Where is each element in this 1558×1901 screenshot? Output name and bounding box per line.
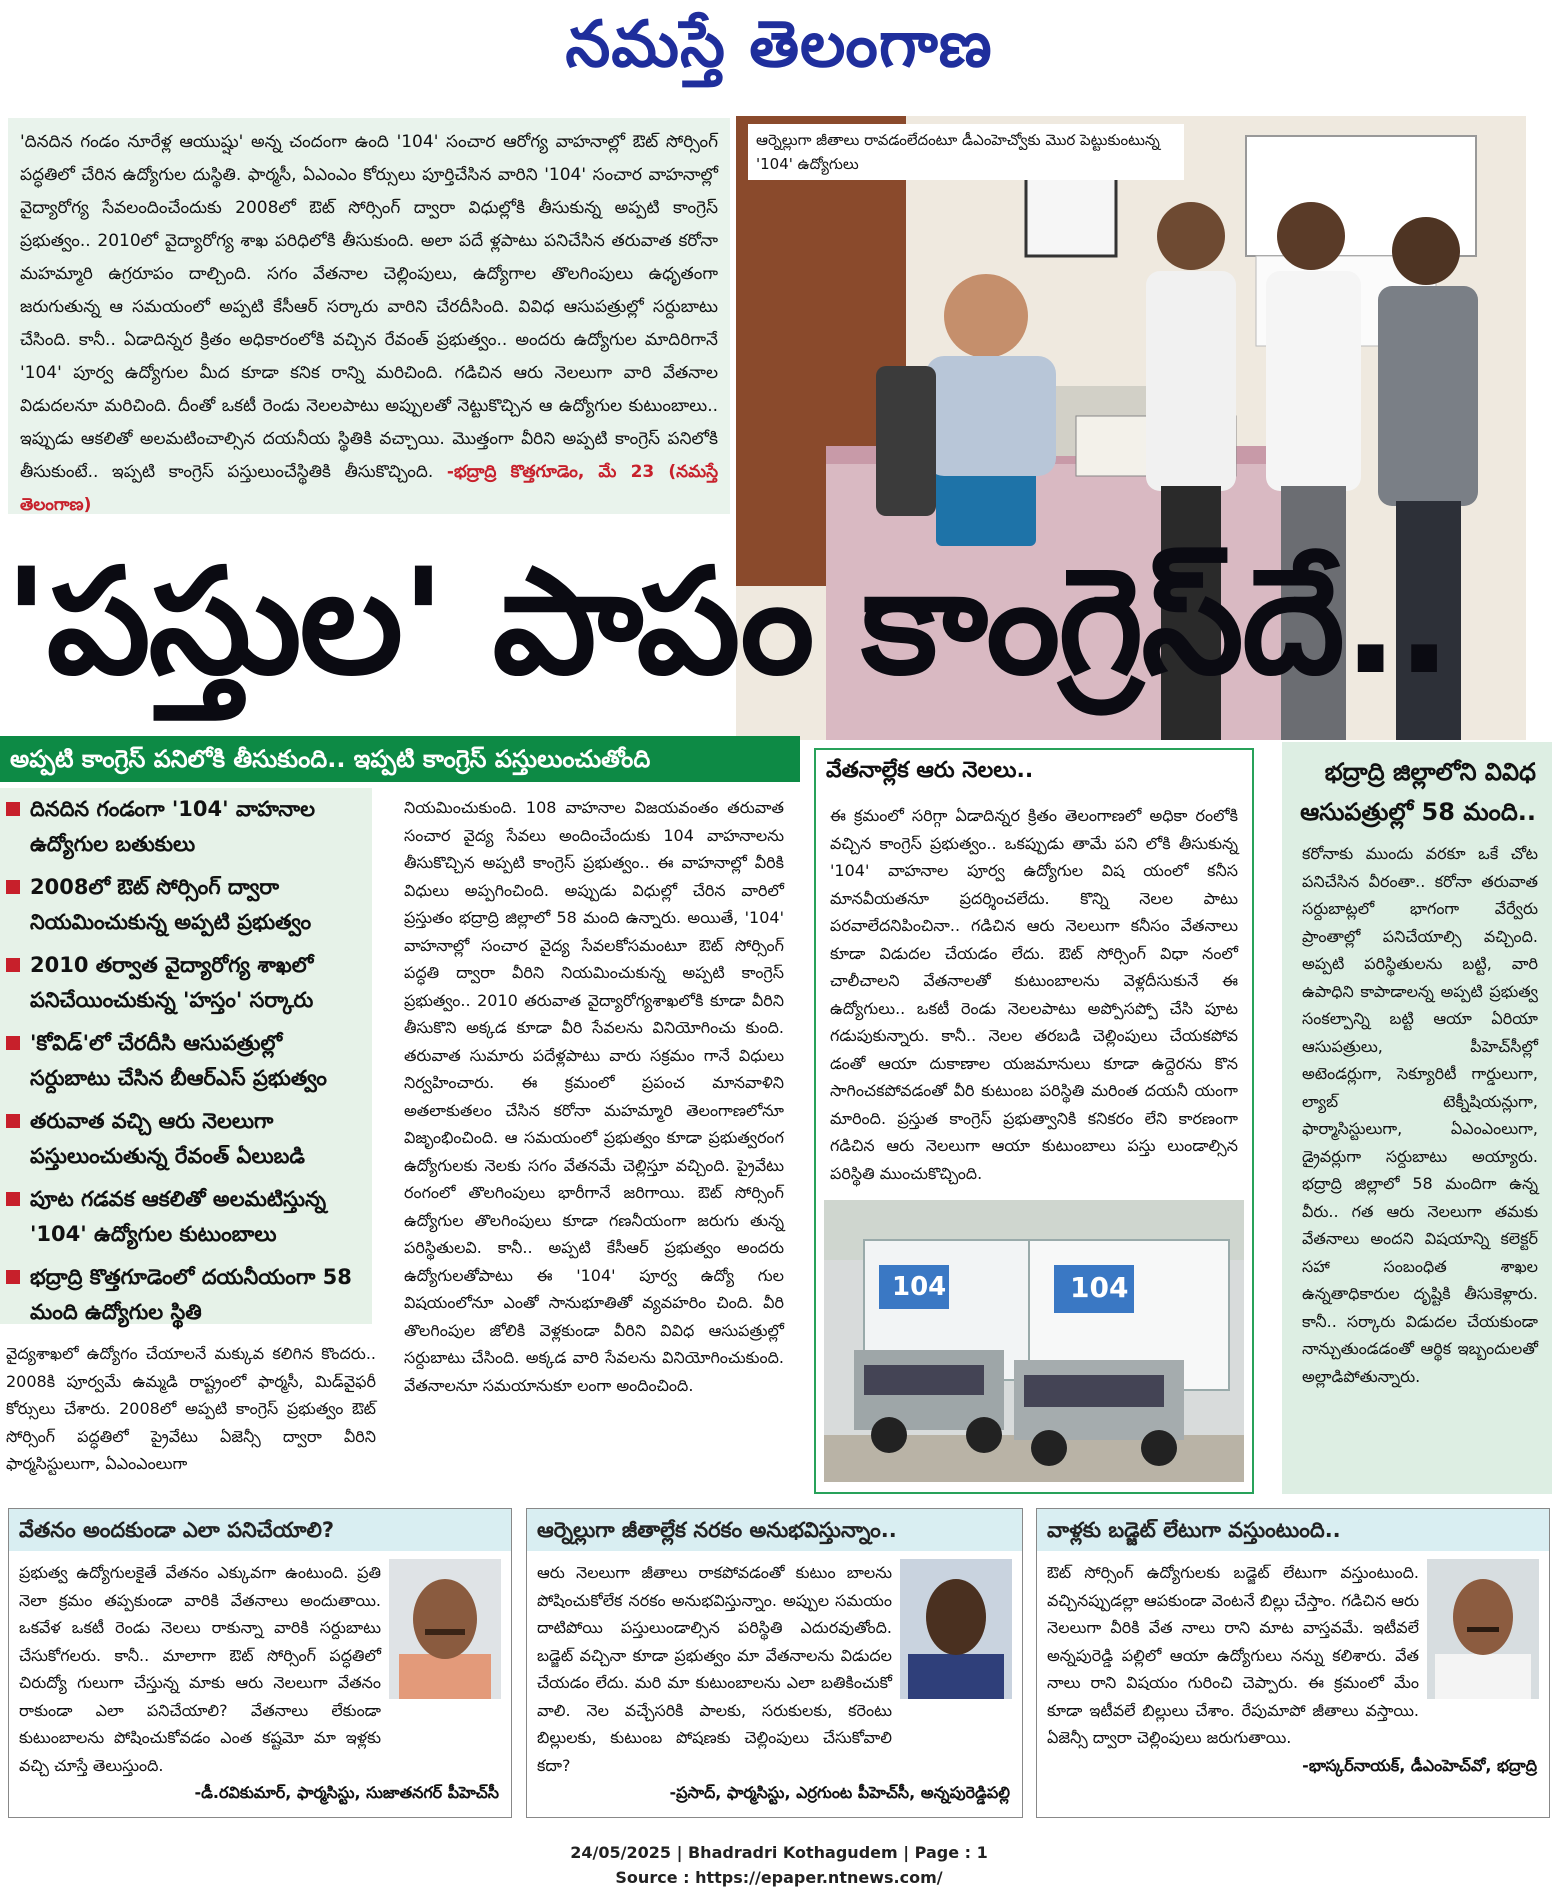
bullet-text: 2010 తర్వాత వైద్యారోగ్య శాఖలో పనిచేయించుకున్న 'హస్తం' సర్కారు: [30, 953, 314, 1012]
right-heading: భద్రాద్రి జిల్లాలోని వివిధ ఆసుపత్రుల్లో 58 మంది..: [1300, 758, 1536, 826]
second-column-paragraph: నియమించుకుంది. 108 వాహనాల విజయవంతం తరువాత సంచార వైద్య సేవలు అందించేందుకు 104 వాహనాలను తీసుకొచ్చిన అప్పటి కాంగ్రెస్ ప్రభుత్వం.. ఈ వాహనాల్లో వీరికి విధులు అప్పగించింది. అప్పుడు విధుల్లో చేరిన వారిలో ప్రస్తుతం భద్రాద్రి జిల్లాలో 58 మంది ఉన్నారు. అయితే, '104' వాహనాల్లో సంచార వైద్య సేవలకోసమంటూ ఔట్ సోర్సింగ్ పద్ధతి ద్వారా వీరిని నియమించుకున్న అప్పటి కాంగ్రెస్ ప్రభుత్వం.. 2010 తరువాత వైద్యారోగ్యశాఖలోకి కూడా వీరిని తీసుకొని అక్కడ కూడా వీరి సేవలను వినియోగించు కుంది. తరువాత సుమారు పదేళ్లపాటు వారు సక్రమం గానే విధులు నిర్వహించారు. ఈ క్రమంలో ప్రపంచ మానవాళిని అతలాకుతలం చేసిన కరోనా మహమ్మారి తెలంగాణలోనూ విజృంభించింది. ఆ సమయంలో ప్రభుత్వం కూడా ప్రభుత్వరంగ ఉద్యోగులకు నెలకు సగం వేతనమే చెల్లిస్తూ వచ్చింది. ప్రైవేటు రంగంలో తొలగింపులు భారీగానే జరిగాయి. ఔట్ సోర్సింగ్ ఉద్యోగుల తొలగింపులు కూడా గణనీయంగా జరుగు తున్న పరిస్థితులవి. కానీ.. అప్పటి కేసీఆర్ ప్రభుత్వం అందరు ఉద్యోగులతోపాటు ఈ '104' పూర్వ ఉద్యో గుల విషయంలోనూ ఎంతో సానుభూతితో వ్యవహరిం చింది. వీరి తొలగింపుల జోలికి వెళ్లకుండా వీరిని వివిధ ఆసుపత్రుల్లో సర్దుబాటు చేసింది. అక్కడ వారి సేవలను వినియోగించుకుంది. వేతనాలనూ సమయానుకూ లంగా అందించింది.: [404, 798, 784, 1395]
quote-heading: ఆర్నెల్లుగా జీతాల్లేక నరకం అనుభవిస్తున్నాం..: [527, 1509, 1022, 1551]
left-column-paragraph: వైద్యశాఖలో ఉద్యోగం చేయాలనే మక్కువ కలిగిన కొందరు.. 2008కి పూర్వమే ఉమ్మడి రాష్ట్రంలో ఫార్మసీ, మిడ్‌వైఫరీ కోర్సులు చేశారు. 2008లో అప్పటి కాంగ్రెస్ ప్రభుత్వం ఔట్ సోర్సింగ్ పద్ధతిలో ప్రైవేటు ఏజెన్సీ ద్వారా వీరిని ఫార్మసిస్టులుగా, ఏఎంఎంలుగా: [6, 1344, 376, 1473]
bullet-text: 'కోవిడ్'లో చేరదీసి ఆసుపత్రుల్లో సర్దుబాటు చేసిన బీఆర్ఎస్ ప్రభుత్వం: [30, 1031, 327, 1090]
masthead-title: నమస్తే తెలంగాణ: [565, 8, 993, 82]
truck-illustration: [824, 1200, 1244, 1482]
quote-heading: వాళ్లకు బడ్జెట్ లేటుగా వస్తుంటుంది..: [1037, 1509, 1549, 1551]
intro-block: [8, 118, 730, 514]
footer-date-edition: 24/05/2025 | Bhadradri Kothagudem | Page : 1: [570, 1843, 988, 1862]
quote-heading: వేతనం అందకుండా ఎలా పనిచేయాలి?: [9, 1509, 511, 1551]
portrait-bhaskarnayak: [1427, 1559, 1539, 1699]
list-item: [0, 1100, 372, 1178]
intro-byline: -భద్రాద్రి కొత్తగూడెం, మే 23 (నమస్తే తెలంగాణ): [20, 462, 719, 515]
bullet-square-icon: [6, 1036, 20, 1050]
footer-source: Source : https://epaper.ntnews.com/: [615, 1868, 943, 1887]
portrait-illustration: [900, 1559, 1012, 1699]
bullet-text: తరువాత వచ్చి ఆరు నెలలుగా పస్తులుంచుతున్న రేవంత్ ఏలుబడి: [30, 1109, 305, 1168]
headline: 'పస్తుల' పాపం కాంగ్రెస్‌దే..: [4, 537, 1450, 707]
highlights-list: [0, 788, 372, 1324]
quote-box-bhaskarnayak: [1036, 1508, 1550, 1818]
quote-signature: -భాస్కర్‌నాయక్, డీఎంహెచ్‌వో, భద్రాద్రి: [1302, 1755, 1537, 1775]
quote-signature: -డీ.రవికుమార్, ఫార్మసిస్టు, సుజాతనగర్ పీహెచ్‌సీ: [194, 1783, 499, 1802]
sub-banner: అప్పటి కాంగ్రెస్ పనిలోకి తీసుకుంది.. ఇప్పటి కాంగ్రెస్ పస్తులుంచుతోంది: [0, 736, 800, 782]
quote-text: ప్రభుత్వ ఉద్యోగులకైతే వేతనం ఎక్కువగా ఉంటుంది. ప్రతి నెలా క్రమం తప్పకుండా వారికి వేతనాలు అందుతాయి. ఒకవేళ ఒకటీ రెండు నెలలు రాకున్నా వారికి సర్దుబాటు చేసుకోగలరు. కానీ.. మాలాగా ఔట్ సోర్సింగ్ పద్ధతిలో చిరుద్యో గులుగా చేస్తున్న మాకు ఆరు నెలలుగా వేతనం రాకుండా ఎలా పనిచేయాలి? వేతనాలు లేకుండా కుటుంబాలను పోషించుకోవడం ఎంత కష్టమో మా ఇళ్లకు వచ్చి చూస్తే తెలుస్తుంది.: [19, 1563, 381, 1775]
quote-text: ఔట్ సోర్సింగ్ ఉద్యోగులకు బడ్జెట్ లేటుగా వస్తుంటుంది. వచ్చినప్పుడల్లా ఆపకుండా వెంటనే బిల్లు చేస్తాం. గడిచిన ఆరు నెలలుగా వీరికి వేత నాలు రాని మాట వాస్తవమే. ఇటీవలే అన్నపురెడ్డి పల్లిలో ఆయా ఉద్యోగులు నన్ను కలిశారు. వేత నాలు రాని విషయం గురించి చెప్పారు. ఈ క్రమంలో మేం కూడా ఇటీవలే బిల్లులు చేశాం. రేపుమాపో జీతాలు వస్తాయి. ఏజెన్సీ ద్వారా చెల్లింపులు జరుగుతాయి.: [1047, 1563, 1419, 1747]
bullet-square-icon: [6, 1192, 20, 1206]
bullet-text: పూట గడవక ఆకలితో అలమటిస్తున్న '104' ఉద్యోగుల కుటుంబాలు: [30, 1187, 327, 1246]
portrait-illustration: [389, 1559, 501, 1699]
masthead: [0, 0, 1558, 96]
quote-box-prasad: [526, 1508, 1023, 1818]
center-heading: వేతనాల్లేక ఆరు నెలలు..: [826, 758, 1034, 783]
bullet-square-icon: [6, 802, 20, 816]
intro-paragraph: [20, 126, 718, 522]
bullet-square-icon: [6, 1270, 20, 1284]
quote-signature: -ప్రసాద్, ఫార్మసిస్టు, ఎర్రగుంట పీహెచ్‌సీ, అన్నపురెడ్డిపల్లి: [669, 1783, 1010, 1802]
list-item: [0, 866, 372, 944]
quote-text: ఆరు నెలలుగా జీతాలు రాకపోవడంతో కుటుం బాలను పోషించుకోలేక నరకం అనుభవిస్తున్నాం. అప్పుల సమయం దాటిపోయి పస్తులుండాల్సిన పరిస్థితి ఎదురవుతోంది. బడ్జెట్ వచ్చినా కూడా ప్రభుత్వం మా వేతనాలను విడుదల చేయడం లేదు. మరి మా కుటుంబాలను ఎలా బతికించుకో వాలి. నెల వచ్చేసరికి పాలకు, సరుకులకు, కరెంటు బిల్లులకు, కుటుంబ పోషణకు చెల్లింపులు చేసుకోవాలి కదా?: [537, 1563, 892, 1775]
intro-body: 'దినదిన గండం నూరేళ్ల ఆయుష్షు' అన్న చందంగా ఉంది '104' సంచార ఆరోగ్య వాహనాల్లో ఔట్ సోర్సింగ్ పద్ధతిలో చేరిన ఉద్యోగుల దుస్థితి. ఫార్మసీ, ఏఎంఎం కోర్సులు పూర్తిచేసిన వారిని '104' సంచార వాహనాల్లో వైద్యారోగ్య సేవలందించేందుకు 2008లో ఔట్ సోర్సింగ్ ద్వారా విధుల్లోకి తీసుకున్న అప్పటి కాంగ్రెస్ ప్రభుత్వం.. 2010లో వైద్యారోగ్య శాఖ పరిధిలోకి తీసుకుంది. అలా పదే ళ్లపాటు పనిచేసిన తరువాత కరోనా మహమ్మారి ఉగ్రరూపం దాల్చింది. సగం వేతనాల చెల్లింపులు, ఉద్యోగాల తొలగింపులు ఉధృతంగా జరుగుతున్న ఆ సమయంలో అప్పటి కేసీఆర్ సర్కారు వారిని చేరదీసింది. వివిధ ఆసుపత్రుల్లో సర్దుబాటు చేసింది. కానీ.. ఏడాదిన్నర క్రితం అధికారంలోకి వచ్చిన రేవంత్ ప్రభుత్వం.. అందరు ఉద్యోగుల మాదిరిగానే '104' పూర్వ ఉద్యోగుల మీద కూడా కనిక రాన్ని మరిచింది. గడిచిన ఆరు నెలలుగా వారి వేతనాల విడుదలనూ మరిచింది. దీంతో ఒకటీ రెండు నెలలపాటు అప్పులతో నెట్టుకొచ్చిన ఆ ఉద్యోగుల కుటుంబాలు.. ఇప్పుడు ఆకలితో అలమటించాల్సిన దయనీయ స్థితికి వచ్చాయి. మొత్తంగా వీరిని అప్పటి కాంగ్రెస్ పనిలోకి తీసుకుంటే.. ఇప్పటి కాంగ్రెస్ పస్తులుంచేస్థితికి తీసుకొచ్చింది.: [20, 132, 718, 482]
quote-box-ravikumar: [8, 1508, 512, 1818]
portrait-illustration: [1427, 1559, 1539, 1699]
photo-caption: ఆర్నెల్లుగా జీతాలు రావడంలేదంటూ డీఎంహెచ్వోకు మొర పెట్టుకుంటున్న '104' ఉద్యోగులు: [748, 124, 1184, 180]
right-paragraph: కరోనాకు ముందు వరకూ ఒకే చోట పనిచేసిన వీరంతా.. కరోనా తరువాత సర్దుబాట్లలో భాగంగా వేర్వేరు ప్రాంతాల్లో పనిచేయాల్సి వచ్చింది. అప్పటి పరిస్థితులను బట్టి, వారి ఉపాధిని కాపాడాలన్న అప్పటి ప్రభుత్వ సంకల్పాన్ని బట్టి ఆయా ఏరియా ఆసుపత్రులు, పీహెచ్‌సీల్లో అటెండర్లుగా, సెక్యూరిటీ గార్డులుగా, ల్యాబ్ టెక్నీషియన్లుగా, ఫార్మాసిస్టులుగా, ఏఎంఎంలుగా, డ్రైవర్లుగా సర్దుబాటు అయ్యారు. భద్రాద్రి జిల్లాలో 58 మందిగా ఉన్న వీరు.. గత ఆరు నెలలుగా తమకు వేతనాలు అందని విషయాన్ని కలెక్టర్ సహా సంబంధిత శాఖల ఉన్నతాధికారుల దృష్టికి తీసుకెళ్లారు. కానీ.. సర్కారు విడుదల చేయకుండా నాన్చుతుండడంతో ఆర్థిక ఇబ్బందులతో అల్లాడిపోతున్నారు.: [1302, 844, 1538, 1386]
bullet-square-icon: [6, 1114, 20, 1128]
portrait-ravikumar: [389, 1559, 501, 1699]
bullet-text: 2008లో ఔట్ సోర్సింగ్ ద్వారా నియమించుకున్న అప్పటి ప్రభుత్వం: [30, 875, 312, 934]
list-item: [0, 944, 372, 1022]
list-item: [0, 1022, 372, 1100]
right-column: [1282, 742, 1552, 1494]
list-item: [0, 1178, 372, 1256]
ambulance-photo: [824, 1200, 1244, 1482]
center-paragraph: ఈ క్రమంలో సరిగ్గా ఏడాదిన్నర క్రితం తెలంగాణలో అధికా రంలోకి వచ్చిన కాంగ్రెస్ ప్రభుత్వం.. ఒకప్పుడు తామే పని లోకి తీసుకున్న '104' వాహనాల పూర్వ ఉద్యోగుల విష యంలో కనీస మానవీయతనూ ప్రదర్శించలేదు. కొన్ని నెలల పాటు పరవాలేదనిపించినా.. గడిచిన ఆరు నెలలుగా కనీసం వేతనాలు కూడా విడుదల చేయడం లేదు. ఔట్ సోర్సింగ్ విధా నంలో చాలీచాలని వేతనాలతో కుటుంబాలను వెళ్లదీసుకునే ఈ ఉద్యోగులు.. ఒకటీ రెండు నెలలపాటు అప్పోసప్పో చేసి పూట గడుపుకున్నారు. కానీ.. నెలల తరబడి చెల్లింపులు చేయకపోవ డంతో ఆయా దుకాణాల యజమానులు కూడా ఉద్దెరను కొన సాగించకపోవడంతో వీరి కుటుంబ పరిస్థితి మరింత దయనీ యంగా మారింది. ప్రస్తుత కాంగ్రెస్ ప్రభుత్వానికి కనికరం లేని కారణంగా గడిచిన ఆరు నెలలుగా ఆయా కుటుంబాలు పస్తు లుండాల్సిన పరిస్థితి ముంచుకొచ్చింది.: [830, 806, 1238, 1183]
list-item: [0, 1256, 372, 1334]
bullet-text: దినదిన గండంగా '104' వాహనాల ఉద్యోగుల బతుకులు: [30, 797, 315, 856]
bullet-square-icon: [6, 958, 20, 972]
truck-label-left: 104: [892, 1272, 947, 1302]
bullet-square-icon: [6, 880, 20, 894]
list-item: [0, 788, 372, 866]
portrait-prasad: [900, 1559, 1012, 1699]
bullet-text: భద్రాద్రి కొత్తగూడెంలో దయనీయంగా 58 మంది ఉద్యోగుల స్థితి: [30, 1265, 352, 1324]
truck-label-right: 104: [1070, 1271, 1129, 1304]
